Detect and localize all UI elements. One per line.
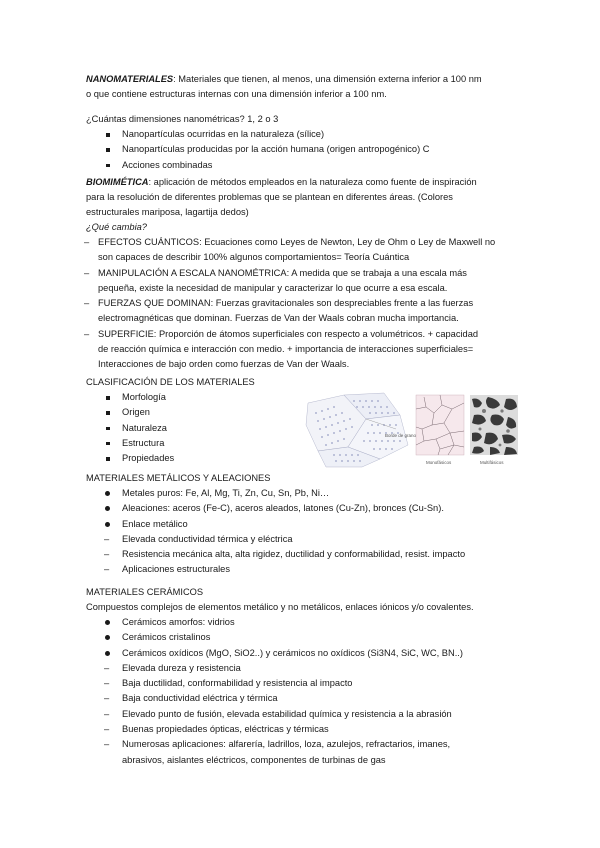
list-item: Propiedades <box>86 451 516 466</box>
change-line: de reacción química e interacción con medio. + importancia de interacciones superficiales= <box>98 344 474 355</box>
change-line: pequeña, existe la necesidad de manipular y caracterizar lo que ocurre a esa escala. <box>98 282 448 293</box>
list-item: Cerámicos oxídicos (MgO, SiO2..) y cerámicos no oxídicos (Si3N4, SiC, WC, BN..) <box>86 646 516 661</box>
change-line: son capaces de describir 100% algunos comportamientos= Teoría Cuántica <box>98 252 410 263</box>
changes-section <box>86 235 516 373</box>
dimensions-list <box>86 127 516 173</box>
change-line: Interacciones de bajo orden como fuerzas de Van der Waals. <box>98 359 350 370</box>
ceramicos-list <box>86 615 516 753</box>
biomimetica-term: BIOMIMÉTICA <box>86 177 149 187</box>
list-item: Cerámicos amorfos: vidrios <box>86 615 516 630</box>
ceramicos-title: MATERIALES CERÁMICOS <box>86 587 204 597</box>
crystal-grain-illustration <box>304 389 518 469</box>
que-cambia-question: ¿Qué cambia? <box>86 222 147 232</box>
change-line: – FUERZAS QUE DOMINAN: Fuerzas gravitacionales son despreciables frente a las fuerzas <box>98 298 474 309</box>
list-item: – Buenas propiedades ópticas, eléctricas y térmicas <box>86 722 516 737</box>
list-item <box>86 266 516 297</box>
list-item: Acciones combinadas <box>86 158 516 173</box>
ceramicos-section <box>86 585 516 768</box>
biomimetica-def-2: para la resolución de diferentes problemas que se plantean en diferentes áreas. (Colores <box>86 192 453 202</box>
metalicos-section <box>86 471 516 578</box>
list-item <box>86 327 516 373</box>
list-item: Cerámicos cristalinos <box>86 630 516 645</box>
change-line: – EFECTOS CUÁNTICOS: Ecuaciones como Leyes de Newton, Ley de Ohm o Ley de Maxwell no <box>98 237 496 247</box>
ceramicos-last-continuation: abrasivos, aislantes eléctricos, componentes de turbinas de gas <box>122 754 386 765</box>
changes-list <box>86 235 516 373</box>
list-item: Nanopartículas ocurridas en la naturaleza (sílice) <box>86 127 516 142</box>
multifasicos-caption: Multifásicos <box>480 460 504 465</box>
list-item: – Baja ductilidad, conformabilidad y resistencia al impacto <box>86 676 516 691</box>
biomimetica-def-3: estructurales mariposa, lagartija dedos) <box>86 207 249 217</box>
list-item: Morfología <box>86 390 516 405</box>
biomimetica-paragraph <box>86 175 516 235</box>
microstructure-figure <box>304 389 518 469</box>
list-item: Enlace metálico <box>86 517 516 532</box>
biomimetica-def-1: : aplicación de métodos empleados en la naturaleza como fuente de inspiración <box>148 177 477 187</box>
list-item: – Elevada dureza y resistencia <box>86 661 516 676</box>
grain-boundary-caption: Borde de grano <box>385 433 417 438</box>
list-item: – Elevado punto de fusión, elevada estabilidad química y resistencia a la abrasión <box>86 707 516 722</box>
list-item: Estructura <box>86 436 516 451</box>
change-line: – MANIPULACIÓN A ESCALA NANOMÉTRICA: A medida que se trabaja a una escala más <box>98 267 467 278</box>
nanomateriales-term: NANOMATERIALES <box>86 74 174 84</box>
nanomateriales-paragraph <box>86 72 516 102</box>
list-item <box>86 296 516 327</box>
list-item: Nanopartículas producidas por la acción humana (origen antropogénico) C <box>86 142 516 157</box>
list-item: Naturaleza <box>86 421 516 436</box>
list-item: – Aplicaciones estructurales <box>86 562 516 577</box>
dimensions-question: ¿Cuántas dimensiones nanométricas? 1, 2 o 3 <box>86 114 279 124</box>
list-item <box>86 235 516 266</box>
dimensions-section <box>86 112 516 173</box>
monofasicos-caption: Monofásicos <box>426 460 452 465</box>
list-item: – Numerosas aplicaciones: alfarería, ladrillos, loza, azulejos, refractarios, imanes, <box>86 737 516 752</box>
list-item: Aleaciones: aceros (Fe-C), aceros aleados, latones (Cu-Zn), bronces (Cu-Sn). <box>86 501 516 516</box>
list-item: – Elevada conductividad térmica y eléctrica <box>86 532 516 547</box>
list-item: – Baja conductividad eléctrica y térmica <box>86 691 516 706</box>
metalicos-list <box>86 486 516 578</box>
ceramicos-intro: Compuestos complejos de elementos metálico y no metálicos, enlaces iónicos y/o covalentes. <box>86 602 474 612</box>
nanomateriales-def-1: : Materiales que tienen, al menos, una dimensión externa inferior a 100 nm <box>173 74 482 84</box>
metalicos-title: MATERIALES METÁLICOS Y ALEACIONES <box>86 473 271 483</box>
list-item: Metales puros: Fe, Al, Mg, Ti, Zn, Cu, Sn, Pb, Ni… <box>86 486 516 501</box>
change-line: electromagnéticas que dominan. Fuerzas de Van der Waals cobran mucha importancia. <box>98 313 459 324</box>
list-item: Origen <box>86 405 516 420</box>
list-item: – Resistencia mecánica alta, alta rigidez, ductilidad y conformabilidad, resist. impacto <box>86 547 516 562</box>
nanomateriales-def-2: o que contiene estructuras internas con una dimensión inferior a 100 nm. <box>86 89 387 99</box>
clasificacion-title: CLASIFICACIÓN DE LOS MATERIALES <box>86 377 255 387</box>
change-line: – SUPERFICIE: Proporción de átomos superficiales con respecto a volumétricos. + capacidad <box>98 328 479 339</box>
